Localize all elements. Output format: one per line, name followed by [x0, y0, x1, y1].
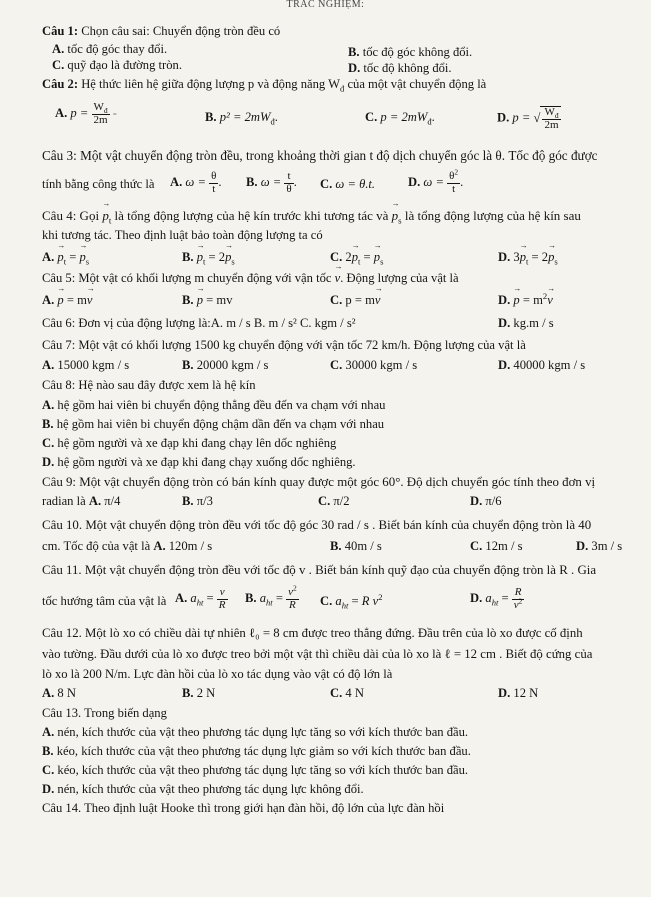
question-12: Câu 12. Một lò xo có chiều dài tự nhiên ℓ₀ = 8 cm được treo thẳng đứng. Đầu trên của lò xo được cố định — [42, 626, 583, 640]
question-5: Câu 5: Một vật có khối lượng m chuyển động với vận tốc → v. Động lượng của vật là — [42, 271, 459, 286]
question-3: Câu 3: Một vật chuyển động tròn đều, trong khoảng thời gian t độ dịch chuyển góc là θ. Tốc độ góc được — [42, 148, 598, 163]
question-7: Câu 7: Một vật có khối lượng 1500 kg chuyển động với vận tốc 72 km/h. Động lượng của vật là — [42, 338, 526, 352]
q1-label: Câu 1: — [42, 24, 79, 38]
q2-option-c: C. $p = 2mW_đ$. — [365, 110, 435, 127]
q11-option-a: A. $a_{ht}$ = $\frac{v}{R}$ — [175, 586, 226, 611]
question-6: Câu 6: Đơn vị của động lượng là:A. m / s B. m / s² C. kgm / s² — [42, 316, 356, 330]
q2-label: Câu 2: — [42, 77, 79, 91]
q10-option-d: D. 3m / s — [576, 539, 623, 553]
q11-option-b: B. $a_{ht}$ = $\frac{v^2}{R}$ — [245, 583, 297, 611]
question-9: Câu 9: Một vật chuyển động tròn có bán kính quay được một góc 60°. Độ dịch chuyển góc tính theo đơn vị — [42, 475, 596, 489]
q8-option-d: D. hệ gồm người và xe đạp khi đang chạy xuống dốc nghiêng. — [42, 455, 356, 469]
q1-text: Chọn câu sai: Chuyển động tròn đều có — [81, 24, 281, 38]
q4-option-a: A. → $p_t$ = → $p_s$ — [42, 250, 89, 265]
q13-option-c: C. kéo, kích thước của vật theo phương tác dụng lực tăng so với kích thước ban đầu. — [42, 763, 469, 777]
q4-option-c: C. $2\to p_t$ = → $p_s$ — [330, 250, 383, 265]
q10-stem-2: cm. Tốc độ của vật là A. 120m / s — [42, 539, 213, 553]
q1-option-b: B. tốc độ góc không đổi. — [348, 45, 473, 59]
q10-option-c: C. 12m / s — [470, 539, 523, 553]
q12-option-b: B. 2 N — [182, 686, 216, 700]
q4-option-b: B. → $p_t = 2\to p_s$ — [182, 250, 235, 265]
q2-option-b: B. $p^2 = 2mW_đ$. — [205, 110, 278, 127]
q7-option-b: B. 20000 kgm / s — [182, 358, 269, 372]
q8-option-c: C. hệ gồm người và xe đạp khi đang chạy lên dốc nghiêng — [42, 436, 337, 450]
q13-option-d: D. nén, kích thước của vật theo phương tác dụng lực không đổi. — [42, 782, 364, 796]
q5-option-d: D. → $p = m^2\to v$ — [498, 293, 553, 308]
q10-option-b: B. 40m / s — [330, 539, 382, 553]
q7-option-c: C. 30000 kgm / s — [330, 358, 418, 372]
q3-option-a: A. ω = $\frac{\theta}{t}$ . — [170, 170, 222, 195]
q9-stem-2: radian là A. π/4 — [42, 494, 121, 508]
q5-option-c: C. p = m→ v — [330, 293, 380, 308]
q7-option-a: A. 15000 kgm / s — [42, 358, 130, 372]
q12-option-d: D. 12 N — [498, 686, 539, 700]
page-header: TRẮC NGHIỆM: — [286, 0, 365, 10]
q5-option-b: B. → p = mv — [182, 293, 233, 308]
q3-option-d: D. ω = $\frac{\theta^2}{t}$ . — [408, 167, 464, 195]
q7-option-d: D. 40000 kgm / s — [498, 358, 586, 372]
q3-option-c: C. ω = θ.t. — [320, 177, 376, 191]
question-1 — [42, 24, 280, 39]
question-13: Câu 13. Trong biến dạng — [42, 706, 167, 720]
q6-option-d: D. kg.m / s — [498, 316, 554, 330]
q1-option-c: C. quỹ đạo là đường tròn. — [52, 58, 182, 72]
q1-option-a: A. tốc độ góc thay đổi. — [52, 42, 168, 56]
q8-option-a: A. hệ gồm hai viên bi chuyển động thẳng đều đến va chạm với nhau — [42, 398, 386, 412]
q3-option-b: B. ω = $\frac{t}{\theta}$ . — [246, 170, 297, 195]
q12-option-a: A. 8 N — [42, 686, 76, 700]
question-14: Câu 14. Theo định luật Hooke thì trong giới hạn đàn hồi, độ lớn của lực đàn hồi — [42, 801, 445, 815]
q9-option-b: B. π/3 — [182, 494, 213, 508]
q13-option-a: A. nén, kích thước của vật theo phương tác dụng lực tăng so với kích thước ban đầu. — [42, 725, 469, 739]
q13-option-b: B. kéo, kích thước của vật theo phương tác dụng lực giảm so với kích thước ban đầu. — [42, 744, 471, 758]
q12-stem-3: lò xo là 200 N/m. Lực đàn hồi của lò xo tác dụng vào vật có độ lớn là — [42, 667, 393, 681]
question-11: Câu 11. Một vật chuyển động tròn đều với tốc độ v . Biết bán kính quỹ đạo của chuyển động tròn là R . Gia — [42, 563, 597, 577]
question-8: Câu 8: Hệ nào sau đây được xem là hệ kín — [42, 378, 256, 392]
q9-option-c: C. π/2 — [318, 494, 350, 508]
question-10: Câu 10. Một vật chuyển động tròn đều với tốc độ góc 30 rad / s . Biết bán kính của chuyển động tròn là 40 — [42, 518, 592, 532]
question-4: Câu 4: Gọi → $p_t$ là tổng động lượng của hệ kín trước khi tương tác và → $p_s$ là tổng động lượng của hệ kín sau — [42, 208, 581, 224]
q11-option-c: C. $a_{ht} = R$ $v^2$ — [320, 591, 383, 611]
q8-option-b: B. hệ gồm hai viên bi chuyển động chậm dần đến va chạm với nhau — [42, 417, 385, 431]
q12-option-c: C. 4 N — [330, 686, 364, 700]
q4-option-d: D. $3\to p_t = 2\to p_s$ — [498, 250, 558, 265]
q9-option-d: D. π/6 — [470, 494, 502, 508]
q4-stem-2: khi tương tác. Theo định luật bảo toàn động lượng ta có — [42, 228, 323, 242]
q5-option-a: A. → p = m→ v — [42, 293, 93, 308]
question-2: Câu 2: Hệ thức liên hệ giữa động lượng p và động năng $W_đ$ của một vật chuyển động là — [42, 77, 487, 94]
q12-stem-2: vào tường. Đầu dưới của lò xo được treo bởi một vật thì chiều dài của lò xo là ℓ = 12 cm . Biết độ cứng của — [42, 647, 593, 661]
q11-option-d: D. $a_{ht}$ = $\frac{R}{v^2}$ — [470, 586, 523, 611]
q3-stem-2: tính bằng công thức là — [42, 177, 155, 191]
q2-option-a: A. p = $\frac{W_đ}{2m}$ - — [55, 101, 117, 126]
q2-option-d: D. p = √ $\frac{W_đ}{2m}$ — [497, 106, 559, 131]
q11-stem-2: tốc hướng tâm của vật là — [42, 594, 167, 608]
q1-option-d: D. tốc độ không đổi. — [348, 61, 452, 75]
